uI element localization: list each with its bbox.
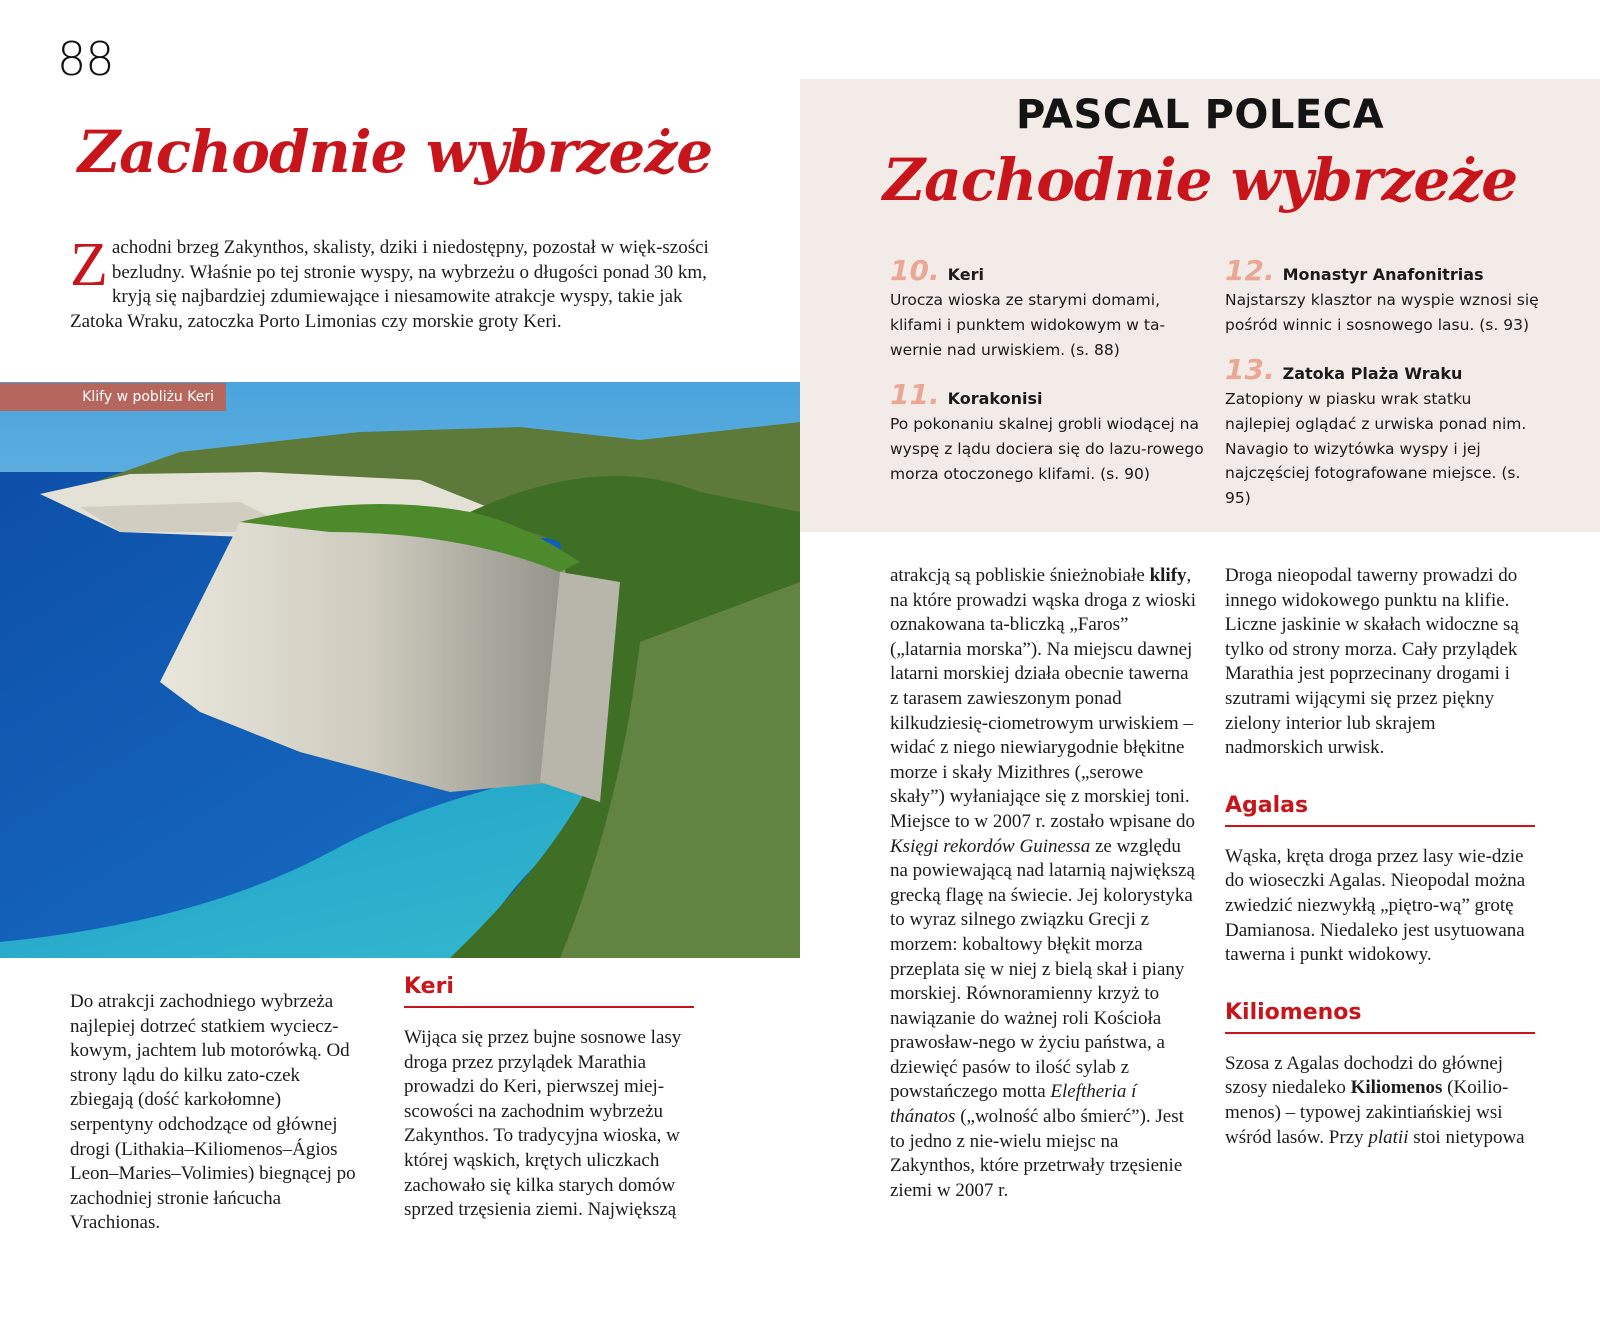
kiliomenos-text [1225, 1052, 1535, 1150]
recommend-label: PASCAL POLECA [1015, 92, 1385, 138]
item-name: Korakonisi [947, 389, 1043, 408]
italic-run: Księgi rekordów Guinessa [890, 835, 1091, 857]
kiliomenos-heading: Kiliomenos [1225, 1000, 1535, 1034]
text-run: Szosa z Agalas dochodzi do głównej szosy niedaleko [1225, 1052, 1504, 1099]
item-name: Keri [947, 265, 984, 284]
item-number: 13. [1225, 353, 1275, 386]
text-run: , na które prowadzi wąska droga z wioski oznakowana ta-bliczką „Faros” („latarnia morska”). Na miejscu dawnej latarni morskiej działa obecnie tawerna z tarasem zawieszonym ponad kilkudziesię-ciometrowym urwiskiem – widać z niego niewiarygodnie błękitne morze i skały Mizithres („serowe skały”) wyłaniające się z morskiej toni. Miejsce to w 2007 r. zostało wpisane do [890, 565, 1197, 832]
column-right [1225, 564, 1535, 1150]
item-number: 10. [890, 254, 940, 287]
item-name: Monastyr Anafonitrias [1282, 265, 1484, 284]
text-run: (Koilio-menos) – typowej zakintiańskiej wsi wśród lasów. Przy [1225, 1077, 1509, 1148]
keri-text: Wijąca się przez bujne sosnowe lasy droga przez przylądek Marathia prowadzi do Keri, pierwszej miej-scowości na zachodnim wybrzeżu Zakynthos. To tradycyjna wioska, w której wąskich, krętych uliczkach zachowało się kilka starych domów sprzed trzęsienia ziemi. Największą [404, 1027, 682, 1221]
agalas-heading: Agalas [1225, 793, 1535, 827]
bold-run: Kiliomenos [1350, 1077, 1443, 1099]
italic-run: platii [1368, 1126, 1409, 1148]
text-run: atrakcją są pobliskie śnieżnobiałe [890, 565, 1150, 586]
item-text: Urocza wioska ze starymi domami, klifami i punktem widokowym w ta-wernie nad urwiskiem. (s. 88) [890, 291, 1166, 359]
item-text: Zatopiony w piasku wrak statku najlepiej oglądać z urwiska ponad nim. Navagio to wizytówka wyspy i jej najczęściej fotografowane miejsce. (s. 95) [1225, 390, 1527, 508]
intro-paragraph [70, 231, 710, 334]
item-text: Po pokonaniu skalnej grobli wiodącej na wyspę z lądu dociera się do lazu-rowego morza otoczonego klifami. (s. 90) [890, 415, 1204, 483]
photo-caption: Klify w pobliżu Keri [0, 383, 226, 411]
column-intro: Do atrakcji zachodniego wybrzeża najlepiej dotrzeć statkiem wyciecz-kowym, jachtem lub motorówką. Od strony lądu do kilku zato-czek zbiegają (dość karkołomne) serpentyny odchodzące od głównej drogi (Lithakia–Kiliomenos–Ágios Leon–Maries–Volimies) biegnącej po zachodniej stronie łańcucha Vrachionas. [70, 991, 356, 1234]
recommend-item [1225, 256, 1540, 338]
recommend-title: Zachodnie wybrzeże [882, 146, 1518, 214]
bold-run: klify [1149, 565, 1187, 586]
item-text: Najstarszy klasztor na wyspie wznosi się pośród winnic i sosnowego lasu. (s. 93) [1225, 291, 1539, 334]
page-number: 88 [57, 32, 114, 86]
drop-cap: Z [70, 231, 108, 299]
agalas-text: Wąska, kręta droga przez lasy wie-dzie do wioseczki Agalas. Nieopodal można zwiedzić niezwykłą „piętro-wą” grotę Damianosa. Niedaleko jest usytuowana tawerna i punkt widokowy. [1225, 845, 1526, 966]
recommend-item [1225, 355, 1540, 511]
section-keri [404, 974, 694, 1223]
italic-run: Eleftheria í thánatos [890, 1081, 1137, 1128]
cliffs-photo [0, 382, 800, 958]
text-run: stoi nietypowa [1408, 1126, 1525, 1148]
column-intro-text: Droga nieopodal tawerny prowadzi do innego widokowego punktu na klifie. Liczne jaskinie w skałach widoczne są tylko od strony morza. Cały przylądek Marathia jest poprzecinany drogami i szutrami wijącymi się przez piękny zielony interior lub skrajem nadmorskich urwisk. [1225, 565, 1519, 759]
item-number: 11. [890, 378, 940, 411]
keri-heading: Keri [404, 974, 694, 1008]
item-number: 12. [1225, 254, 1275, 287]
item-name: Zatoka Plaża Wraku [1282, 364, 1463, 383]
recommend-item [890, 256, 1205, 362]
text-run: ze względu na powiewającą nad latarnią największą grecką flagę na świecie. Jej kolorystyka to wyraz silnego związku Grecji z morzem: kobaltowy błękit morza przeplata się w niej z bielą skał i piany morskiej. Równoramienny krzyż to nawiązanie do ważnej roli Kościoła prawosław-nego w życiu państwa, a dziewięć pasów to ilość sylab z powstańczego motta [890, 835, 1195, 1103]
section-title: Zachodnie wybrzeże [77, 118, 713, 186]
text-run: („wolność albo śmierć”). Jest to jedno z nie-wielu miejsc na Zakynthos, które przetrwały trzęsienie ziemi w 2007 r. [890, 1106, 1184, 1201]
intro-text: achodni brzeg Zakynthos, skalisty, dziki i niedostępny, pozostał w więk-szości bezludny. Właśnie po tej stronie wyspy, na wybrzeżu o długości ponad 30 km, kryją się najbardziej zdumiewające i niesamowite atrakcje wyspy, takie jak Zatoka Wraku, zatoczka Porto Limonias czy morskie groty Keri. [70, 237, 709, 332]
recommend-item [890, 380, 1205, 486]
column-keri-continued [890, 564, 1200, 1203]
